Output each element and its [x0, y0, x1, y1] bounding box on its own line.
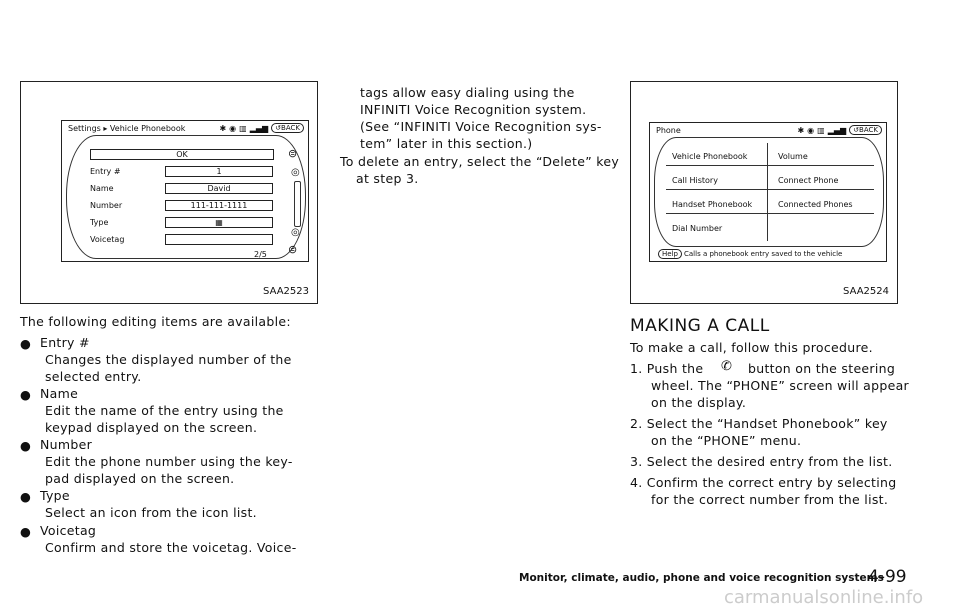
voicetag-cont-4: tem” later in this section.)	[360, 136, 533, 151]
figure-saa2524	[630, 81, 898, 304]
menu-connected-phones[interactable]: Connected Phones	[778, 200, 853, 209]
voicetag-value[interactable]	[165, 234, 273, 245]
bullet-dot: ●	[20, 524, 31, 539]
bluetooth-icon: ✱	[219, 123, 227, 133]
item-name-desc1: Edit the name of the entry using the	[45, 403, 284, 418]
row-label-name: Name	[90, 184, 114, 193]
step1-part-d: on the display.	[651, 395, 747, 410]
item-entry-desc1: Changes the displayed number of the	[45, 352, 292, 367]
editing-intro: The following editing items are available:	[20, 314, 291, 329]
row-label-number: Number	[90, 201, 123, 210]
bullet-dot: ●	[20, 489, 31, 504]
phone-screen	[649, 122, 887, 262]
menu-connect-phone[interactable]: Connect Phone	[778, 176, 839, 185]
item-name-title: Name	[40, 386, 79, 401]
step3: 3. Select the desired entry from the list.	[630, 454, 893, 469]
voicetag-cont-1: tags allow easy dialing using the	[360, 85, 575, 100]
menu-vehicle-phonebook[interactable]: Vehicle Phonebook	[672, 152, 748, 161]
item-number-desc2: pad displayed on the screen.	[45, 471, 235, 486]
screen-title: Phone	[656, 126, 681, 135]
phone-status-icon: ◉	[807, 125, 815, 135]
step1-part-b: button on the steering	[748, 361, 896, 376]
delete-note-2: at step 3.	[356, 171, 419, 186]
row-label-type: Type	[90, 218, 109, 227]
bullet-dot: ●	[20, 336, 31, 351]
item-number-desc1: Edit the phone number using the key-	[45, 454, 293, 469]
page-number: 4-99	[868, 567, 907, 587]
menu-handset-phonebook[interactable]: Handset Phonebook	[672, 200, 753, 209]
screen-title: Settings ▸ Vehicle Phonebook	[68, 124, 186, 133]
menu-row-line	[666, 213, 874, 214]
delete-note-1: To delete an entry, select the “Delete” key	[340, 154, 620, 169]
step1-part-a: 1. Push the	[630, 361, 704, 376]
item-number-title: Number	[40, 437, 93, 452]
scroll-down-icon[interactable]: ◎	[291, 227, 300, 238]
item-voicetag-title: Voicetag	[40, 523, 97, 538]
menu-volume[interactable]: Volume	[778, 152, 808, 161]
item-entry-title: Entry #	[40, 335, 90, 350]
menu-row-line	[666, 189, 874, 190]
ok-button[interactable]: OK	[90, 149, 274, 160]
section-heading: MAKING A CALL	[630, 316, 770, 336]
step4-part-b: for the correct number from the list.	[651, 492, 889, 507]
status-icons	[219, 123, 304, 133]
signal-icon: ▂▄▆	[827, 125, 847, 135]
row-label-voicetag: Voicetag	[90, 235, 125, 244]
battery-icon: ▥	[817, 125, 825, 135]
signal-icon: ▂▄▆	[249, 123, 269, 133]
voicetag-cont-3: (See “INFINITI Voice Recognition sys-	[360, 119, 602, 134]
scroll-up-double-icon[interactable]: ⊜	[288, 147, 298, 160]
name-value[interactable]: David	[165, 183, 273, 194]
menu-call-history[interactable]: Call History	[672, 176, 718, 185]
figure-caption: SAA2523	[263, 286, 309, 297]
battery-icon: ▥	[239, 123, 247, 133]
item-type-title: Type	[40, 488, 70, 503]
item-type-desc1: Select an icon from the icon list.	[45, 505, 257, 520]
footer-section-title: Monitor, climate, audio, phone and voice recognition systems	[519, 572, 884, 584]
status-icons	[797, 125, 882, 135]
item-voicetag-desc1: Confirm and store the voicetag. Voice-	[45, 540, 297, 555]
watermark: carmanualsonline.info	[724, 587, 924, 608]
step2-part-b: on the “PHONE” menu.	[651, 433, 802, 448]
menu-row-line	[666, 165, 874, 166]
item-name-desc2: keypad displayed on the screen.	[45, 420, 258, 435]
phonebook-screen	[61, 120, 309, 262]
page-indicator: 2/5	[254, 250, 267, 259]
figure-caption: SAA2524	[843, 286, 889, 297]
back-button[interactable]: ↺BACK	[849, 125, 882, 135]
phone-status-icon: ◉	[229, 123, 237, 133]
back-button[interactable]: ↺BACK	[271, 123, 304, 133]
phone-button-icon: ✆	[721, 359, 732, 374]
help-button[interactable]: Help	[658, 249, 682, 259]
number-value[interactable]: 111-111-1111	[165, 200, 273, 211]
bullet-dot: ●	[20, 438, 31, 453]
menu-divider	[767, 143, 768, 241]
type-value[interactable]: ▦	[165, 217, 273, 228]
step2-part-a: 2. Select the “Handset Phonebook” key	[630, 416, 888, 431]
scroll-up-icon[interactable]: ◎	[291, 167, 300, 178]
step1-part-c: wheel. The “PHONE” screen will appear	[651, 378, 909, 393]
item-entry-desc2: selected entry.	[45, 369, 142, 384]
entry-value[interactable]: 1	[165, 166, 273, 177]
step4-part-a: 4. Confirm the correct entry by selecting	[630, 475, 897, 490]
call-intro: To make a call, follow this procedure.	[630, 340, 873, 355]
figure-saa2523	[20, 81, 318, 304]
help-text: Calls a phonebook entry saved to the vehicle	[684, 250, 843, 258]
scroll-down-double-icon[interactable]: ⊜	[288, 243, 298, 256]
scroll-track[interactable]	[294, 181, 301, 227]
row-label-entry: Entry #	[90, 167, 121, 176]
bullet-dot: ●	[20, 387, 31, 402]
menu-dial-number[interactable]: Dial Number	[672, 224, 723, 233]
voicetag-cont-2: INFINITI Voice Recognition system.	[360, 102, 587, 117]
bluetooth-icon: ✱	[797, 125, 805, 135]
